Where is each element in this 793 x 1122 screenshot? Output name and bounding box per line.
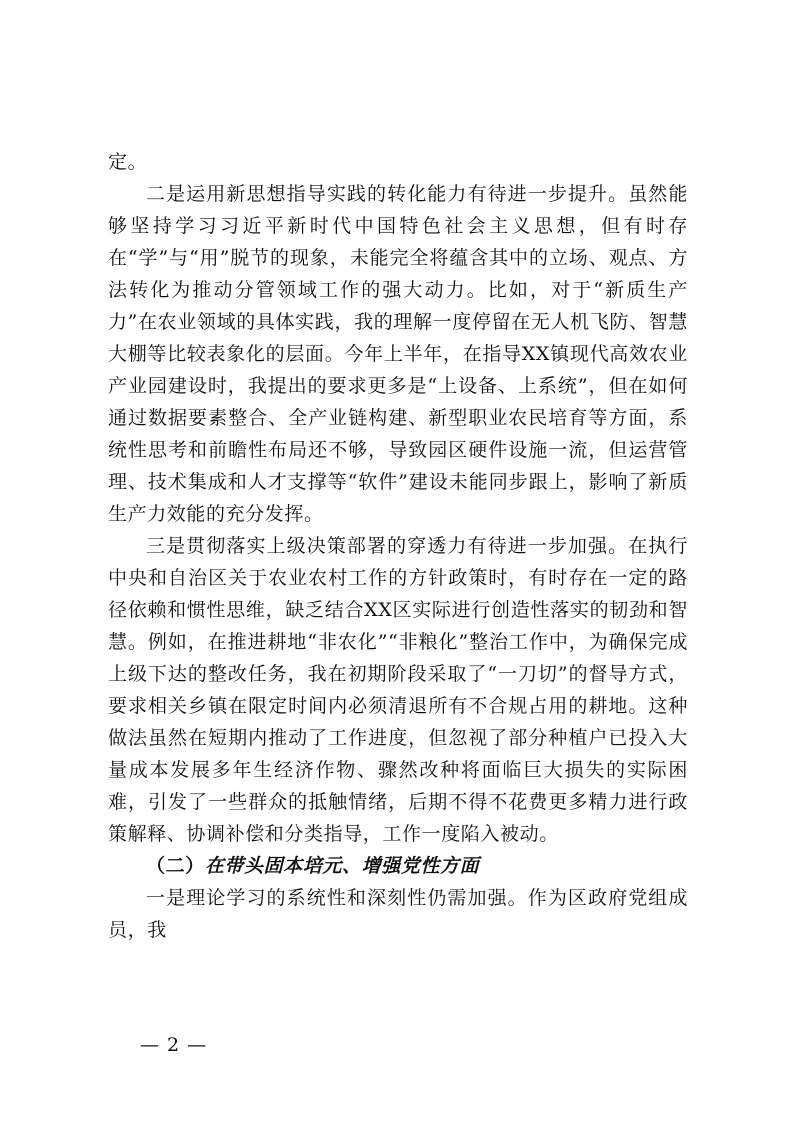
section-heading-text: 在带头固本培元、增强党性方面 <box>204 855 480 877</box>
paragraph-point-three: 三是贯彻落实上级决策部署的穿透力有待进一步加强。在执行中央和自治区关于农业农村工作的方针政策时，有时存在一定的路径依赖和惯性思维，缺乏结合XX区实际进行创造性落实的韧劲和智慧。例如，在推进耕地“非农化”“非粮化”整治工作中，为确保完成上级下达的整改任务，我在初期阶段采取了“一刀切”的督导方式，要求相关乡镇在限定时间内必须清退所有不合规占用的耕地。这种做法虽然在短期内推动了工作进度，但忽视了部分种植户已投入大量成本发展多年生经济作物、骤然改种将面临巨大损失的实际困难，引发了一些群众的抵触情绪，后期不得不花费更多精力进行政策解释、协调补偿和分类指导，工作一度陷入被动。 <box>108 535 688 845</box>
page-number: — 2 — <box>140 1034 208 1056</box>
document-body <box>108 146 688 946</box>
section-heading-number: （二） <box>146 855 205 877</box>
paragraph-point-two: 二是运用新思想指导实践的转化能力有待进一步提升。虽然能够坚持学习习近平新时代中国特色社会主义思想，但有时存在“学”与“用”脱节的现象，未能完全将蕴含其中的立场、观点、方法转化为推动分管领域工作的强大动力。比如，对于“新质生产力”在农业领域的具体实践，我的理解一度停留在无人机飞防、智慧大棚等比较表象化的层面。今年上半年，在指导XX镇现代高效农业产业园建设时，我提出的要求更多是“上设备、上系统”，但在如何通过数据要素整合、全产业链构建、新型职业农民培育等方面，系统性思考和前瞻性布局还不够，导致园区硬件设施一流，但运营管理、技术集成和人才支撑等“软件”建设未能同步跟上，影响了新质生产力效能的充分发挥。 <box>108 183 688 525</box>
paragraph-point-one: 一是理论学习的系统性和深刻性仍需加强。作为区政府党组成员，我 <box>108 887 688 941</box>
section-heading <box>108 850 688 882</box>
paragraph-continuation: 定。 <box>108 151 148 173</box>
